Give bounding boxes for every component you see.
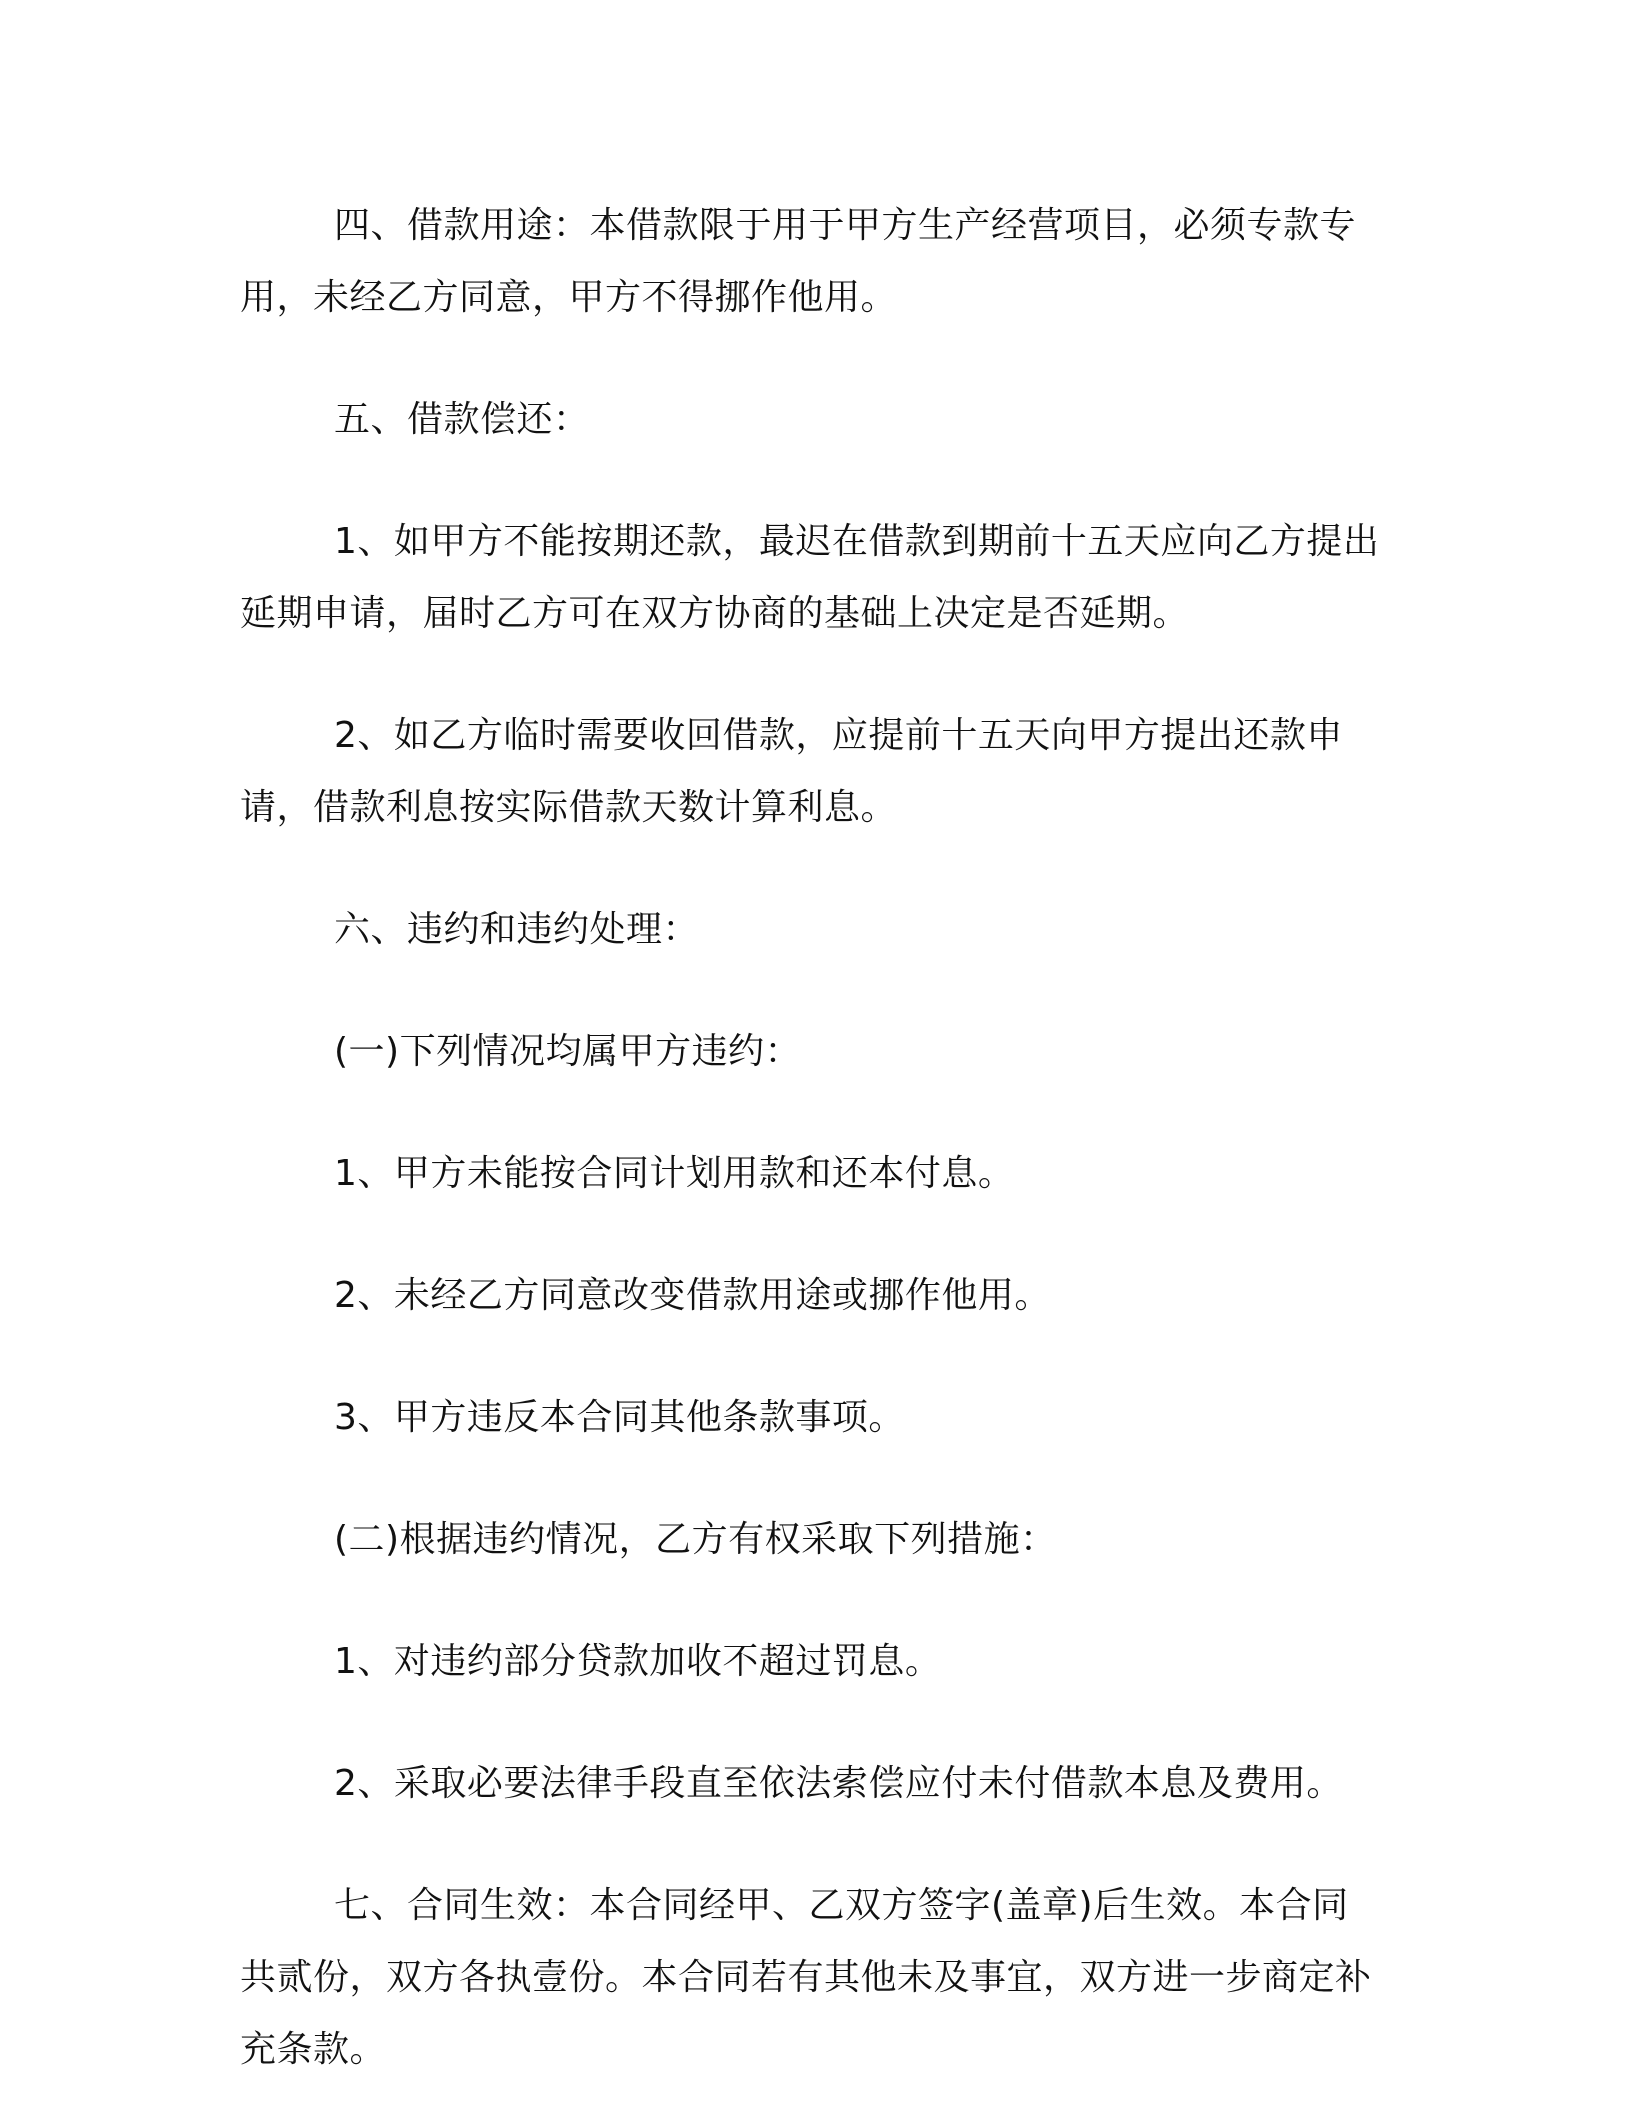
- clause-default-subheading-1: (一)下列情况均属甲方违约：: [334, 1031, 802, 1072]
- document-page: [240, 190, 1380, 2086]
- clause-repayment-item-2: 2、如乙方临时需要收回借款，应提前十五天向甲方提出还款申请，借款利息按实际借款天数计算利息。: [240, 715, 1343, 828]
- clause-measure-item-1: 1、对违约部分贷款加收不超过罚息。: [334, 1641, 942, 1682]
- clause-measure-item-2: 2、采取必要法律手段直至依法索偿应付未付借款本息及费用。: [334, 1763, 1343, 1804]
- clause-default-heading: 六、违约和违约处理：: [334, 909, 700, 950]
- clause-repayment-item-1: 1、如甲方不能按期还款，最迟在借款到期前十五天应向乙方提出延期申请，届时乙方可在双方协商的基础上决定是否延期。: [240, 521, 1380, 634]
- clause-default-item-2: 2、未经乙方同意改变借款用途或挪作他用。: [334, 1275, 1051, 1316]
- clause-repayment-heading: 五、借款偿还：: [334, 399, 590, 440]
- clause-default-subheading-2: (二)根据违约情况，乙方有权采取下列措施：: [334, 1519, 1057, 1560]
- clause-loan-purpose: 四、借款用途：本借款限于用于甲方生产经营项目，必须专款专用，未经乙方同意，甲方不得挪作他用。: [240, 205, 1357, 318]
- clause-contract-effective: 七、合同生效：本合同经甲、乙双方签字(盖章)后生效。本合同共贰份，双方各执壹份。本合同若有其他未及事宜，双方进一步商定补充条款。: [240, 1885, 1372, 2070]
- clause-default-item-1: 1、甲方未能按合同计划用款和还本付息。: [334, 1153, 1015, 1194]
- clause-default-item-3: 3、甲方违反本合同其他条款事项。: [334, 1397, 905, 1438]
